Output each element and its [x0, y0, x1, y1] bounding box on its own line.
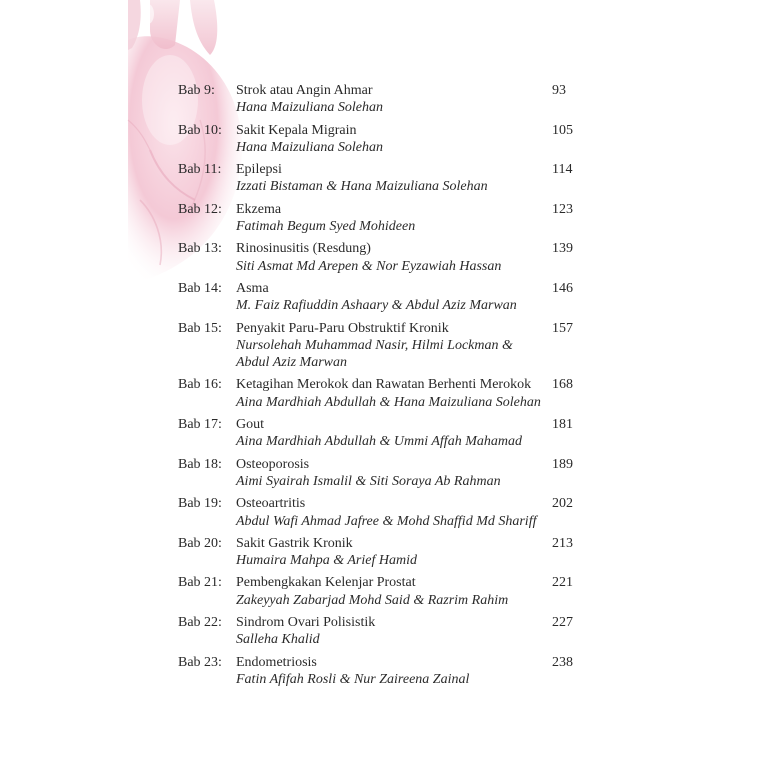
chapter-authors	[236, 218, 556, 235]
author-line: Abdul Aziz Marwan	[236, 355, 347, 371]
toc-entry	[178, 376, 598, 411]
toc-entry	[178, 614, 598, 649]
chapter-title: Penyakit Paru-Paru Obstruktif Kronik	[236, 320, 449, 336]
entry-body	[236, 201, 556, 236]
toc-entry	[178, 574, 598, 609]
page-number: 189	[552, 456, 573, 472]
author-line: Siti Asmat Md Arepen & Nor Eyzawiah Hassan	[236, 258, 502, 274]
entry-body	[236, 320, 556, 372]
toc-entry	[178, 240, 598, 275]
chapter-title: Ekzema	[236, 201, 282, 217]
author-line: Humaira Mahpa & Arief Hamid	[236, 553, 417, 569]
page-number: 168	[552, 377, 573, 393]
chapter-label: Bab 17:	[178, 417, 222, 433]
page-number: 157	[552, 320, 573, 336]
toc-entry	[178, 320, 598, 372]
chapter-title: Strok atau Angin Ahmar	[236, 83, 373, 98]
toc-entry	[178, 280, 598, 315]
chapter-authors	[236, 394, 556, 411]
toc-entry	[178, 495, 598, 530]
entry-body	[236, 376, 556, 411]
toc-entry	[178, 161, 598, 196]
chapter-label: Bab 12:	[178, 201, 222, 217]
chapter-authors	[236, 297, 556, 314]
author-line: Aina Mardhiah Abdullah & Hana Maizuliana Solehan	[236, 394, 541, 410]
chapter-label: Bab 14:	[178, 280, 222, 296]
chapter-authors	[236, 337, 556, 372]
chapter-title: Sakit Gastrik Kronik	[236, 535, 353, 551]
chapter-title: Sakit Kepala Migrain	[236, 122, 357, 138]
author-line: Hana Maizuliana Solehan	[236, 100, 383, 116]
page-number: 93	[552, 83, 566, 98]
entry-body	[236, 82, 556, 117]
page-number: 213	[552, 535, 573, 551]
chapter-authors	[236, 631, 556, 648]
author-line: Salleha Khalid	[236, 632, 320, 648]
chapter-authors	[236, 671, 556, 688]
table-of-contents	[178, 82, 598, 693]
author-line: Zakeyyah Zabarjad Mohd Said & Razrim Rahim	[236, 592, 509, 608]
chapter-label: Bab 13:	[178, 241, 222, 257]
entry-body	[236, 574, 556, 609]
chapter-title: Ketagihan Merokok dan Rawatan Berhenti Merokok	[236, 377, 532, 393]
chapter-authors	[236, 592, 556, 609]
toc-entry	[178, 416, 598, 451]
author-line: M. Faiz Rafiuddin Ashaary & Abdul Aziz Marwan	[236, 298, 517, 314]
page-number: 238	[552, 654, 573, 670]
entry-body	[236, 416, 556, 451]
chapter-authors	[236, 258, 556, 275]
entry-body	[236, 495, 556, 530]
author-line: Fatin Afifah Rosli & Nur Zaireena Zainal	[236, 671, 470, 687]
entry-body	[236, 240, 556, 275]
chapter-title: Osteoporosis	[236, 456, 310, 472]
chapter-label: Bab 18:	[178, 456, 222, 472]
author-line: Abdul Wafi Ahmad Jafree & Mohd Shaffid Md Shariff	[236, 513, 537, 529]
chapter-label: Bab 21:	[178, 575, 222, 591]
chapter-title: Pembengkakan Kelenjar Prostat	[236, 575, 416, 591]
toc-entry	[178, 456, 598, 491]
chapter-title: Gout	[236, 417, 264, 433]
page-number: 123	[552, 201, 573, 217]
author-line: Fatimah Begum Syed Mohideen	[236, 219, 416, 235]
entry-body	[236, 456, 556, 491]
page-number: 139	[552, 241, 573, 257]
toc-entry	[178, 122, 598, 157]
page-number: 227	[552, 615, 573, 631]
page-number: 146	[552, 280, 573, 296]
entry-body	[236, 122, 556, 157]
entry-body	[236, 535, 556, 570]
chapter-authors	[236, 473, 556, 490]
chapter-title: Asma	[236, 280, 269, 296]
page-number: 181	[552, 417, 573, 433]
chapter-title: Osteoartritis	[236, 496, 306, 512]
chapter-label: Bab 19:	[178, 496, 222, 512]
chapter-authors	[236, 99, 556, 116]
chapter-label: Bab 23:	[178, 654, 222, 670]
entry-body	[236, 654, 556, 689]
entry-body	[236, 161, 556, 196]
chapter-label: Bab 10:	[178, 122, 222, 138]
page-number: 202	[552, 496, 573, 512]
chapter-authors	[236, 139, 556, 156]
author-line: Nursolehah Muhammad Nasir, Hilmi Lockman &	[236, 337, 513, 353]
chapter-label: Bab 20:	[178, 535, 222, 551]
toc-entry	[178, 535, 598, 570]
chapter-title: Endometriosis	[236, 654, 317, 670]
entry-body	[236, 280, 556, 315]
entry-body	[236, 614, 556, 649]
page-number: 114	[552, 162, 573, 178]
toc-entry	[178, 82, 598, 117]
toc-entry	[178, 654, 598, 689]
author-line: Hana Maizuliana Solehan	[236, 139, 383, 155]
chapter-label: Bab 9:	[178, 83, 215, 98]
chapter-authors	[236, 552, 556, 569]
chapter-title: Epilepsi	[236, 162, 282, 178]
chapter-title: Rinosinusitis (Resdung)	[236, 241, 371, 257]
chapter-title: Sindrom Ovari Polisistik	[236, 615, 376, 631]
chapter-label: Bab 15:	[178, 320, 222, 336]
chapter-label: Bab 11:	[178, 162, 222, 178]
toc-entry	[178, 201, 598, 236]
author-line: Aimi Syairah Ismalil & Siti Soraya Ab Rahman	[236, 473, 501, 489]
chapter-authors	[236, 178, 556, 195]
page-number: 221	[552, 575, 573, 591]
chapter-label: Bab 22:	[178, 615, 222, 631]
chapter-label: Bab 16:	[178, 377, 222, 393]
chapter-authors	[236, 513, 556, 530]
page-number: 105	[552, 122, 573, 138]
chapter-authors	[236, 433, 556, 450]
author-line: Izzati Bistaman & Hana Maizuliana Solehan	[236, 179, 488, 195]
author-line: Aina Mardhiah Abdullah & Ummi Affah Mahamad	[236, 434, 522, 450]
